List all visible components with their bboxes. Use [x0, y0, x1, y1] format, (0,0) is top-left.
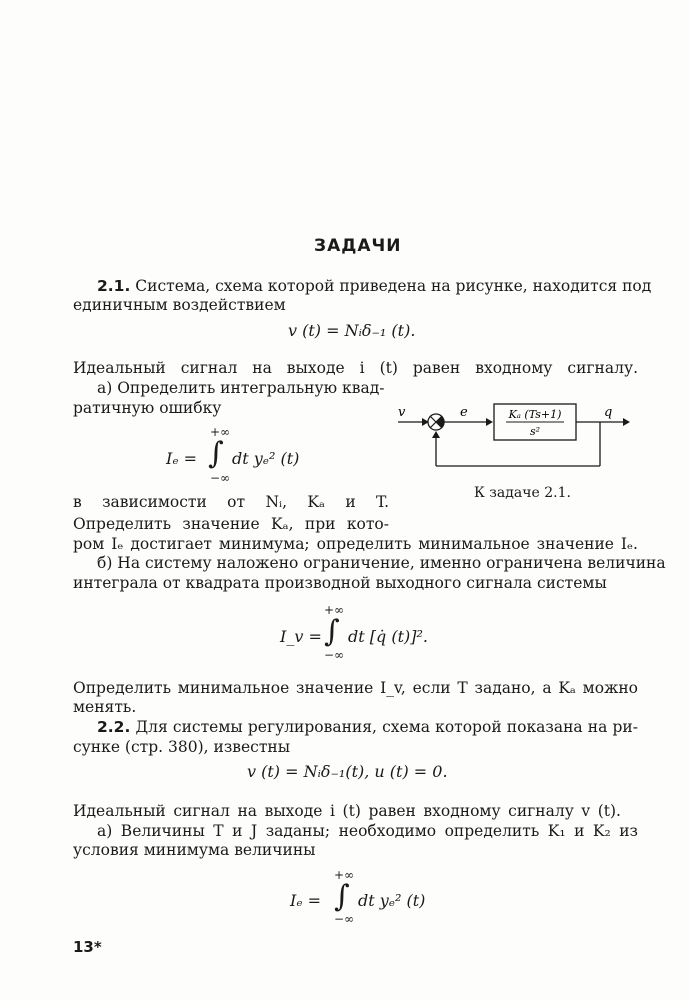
- integral-sign: ∫: [324, 614, 340, 649]
- formula-iv-upper: +∞: [324, 603, 345, 617]
- output-label: q: [604, 405, 613, 420]
- formula-ie-upper: +∞: [210, 425, 231, 439]
- p22-line3: Идеальный сигнал на выходе i (t) равен входному сигналу v (t).: [73, 802, 621, 820]
- integral-sign: ∫: [208, 436, 224, 471]
- figure-caption: К задаче 2.1.: [474, 485, 571, 501]
- p22-line1: [73, 717, 638, 737]
- p22-line2: сунке (стр. 380), известны: [73, 738, 291, 756]
- p21-a-line4: Определить значение Kₐ, при кото-: [73, 515, 389, 533]
- formula-ie2-upper: +∞: [334, 868, 355, 882]
- text: Система, схема которой приведена на рисунке, находится под: [135, 277, 652, 295]
- text: Для системы регулирования, схема которой показана на ри-: [135, 718, 638, 736]
- input-label: v: [398, 405, 406, 420]
- formula-ie-lhs: Iₑ =: [166, 449, 198, 468]
- formula-v: v (t) = Nᵢδ₋₁ (t).: [288, 321, 416, 340]
- p21-line3: Идеальный сигнал на выходе i (t) равен входному сигналу.: [73, 359, 638, 377]
- p22-a-line1: а) Величины T и J заданы; необходимо определить K₁ и K₂ из: [97, 822, 638, 840]
- page-number: 13*: [73, 938, 102, 956]
- formula-ie2-lhs: Iₑ =: [290, 891, 322, 910]
- p21-b-line2: интеграла от квадрата производной выходного сигнала системы: [73, 574, 607, 592]
- formula-ie-lower: −∞: [210, 471, 231, 485]
- transfer-numerator: Kₐ (Ts+1): [508, 408, 562, 421]
- p21-line2: единичным воздействием: [73, 296, 286, 314]
- p21-b-line3: Определить минимальное значение I_v, если T задано, а Kₐ можно: [73, 679, 638, 697]
- error-label: e: [460, 405, 468, 420]
- p21-a-line2: ратичную ошибку: [73, 399, 222, 417]
- p21-line1: [73, 276, 652, 296]
- formula-iv-lhs: I_v =: [280, 627, 322, 646]
- formula-ie-body: dt yₑ² (t): [232, 449, 300, 468]
- p22-a-line2: условия минимума величины: [73, 841, 316, 859]
- p21-a-line1: а) Определить интегральную квад-: [97, 379, 385, 397]
- integral-sign: ∫: [334, 879, 350, 914]
- formula-iv-lower: −∞: [324, 648, 345, 662]
- p22-formula: v (t) = Nᵢδ₋₁(t), u (t) = 0.: [247, 762, 448, 781]
- formula-iv-body: dt [q̇ (t)]².: [348, 627, 428, 646]
- p21-b-line4: менять.: [73, 698, 137, 716]
- block-diagram: [390, 392, 640, 472]
- section-heading: ЗАДАЧИ: [314, 236, 402, 256]
- formula-ie2-lower: −∞: [334, 912, 355, 926]
- problem-number: 2.2.: [97, 718, 131, 736]
- p21-a-line5: ром Iₑ достигает минимума; определить минимальное значение Iₑ.: [73, 535, 638, 553]
- problem-number: 2.1.: [97, 277, 131, 295]
- transfer-denominator: s²: [529, 425, 541, 438]
- p21-b-line1: б) На систему наложено ограничение, именно ограничена величина: [97, 554, 666, 572]
- p21-a-line3: в зависимости от Nᵢ, Kₐ и T.: [73, 493, 389, 511]
- formula-ie2-body: dt yₑ² (t): [358, 891, 426, 910]
